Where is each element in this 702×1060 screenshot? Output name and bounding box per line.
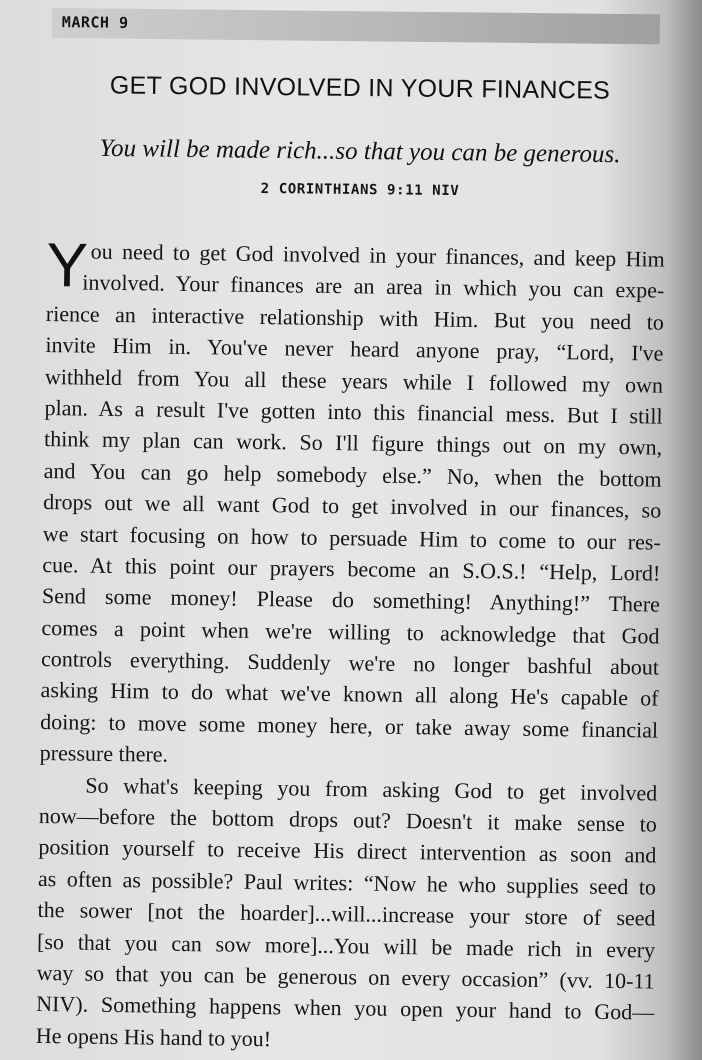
body-line: doing: to move some money here, or take away some financial [40,708,659,743]
body-line: He opens His hand to you! [35,1022,272,1051]
body-line: ou need to get God involved in your finances, and keep Him [90,238,665,272]
body-line: the sower [not the hoarder]...will...increase your store of seed [37,897,656,931]
body-line: comes a point when we're willing to acknowledge that God [41,614,660,649]
devotional-body [35,231,665,1060]
body-line: we start focusing on how to persuade Him to come to our res- [42,520,661,555]
body-line: invite Him in. You've never heard anyone pray, “Lord, I've [45,332,664,366]
body-line: as often as possible? Paul writes: “Now he who supplies seed to [37,865,657,900]
scripture-verse: You will be made rich...so that you can be generous. [99,134,621,169]
body-line: drops out we all want God to get involved in our finances, so [43,489,662,523]
body-line: withheld from You all these years while I followed my own [44,363,664,398]
body-line: involved. Your finances are an area in which you can expe- [82,269,665,304]
body-line: So what's keeping you from asking God to get involved [85,772,658,806]
body-line: think my plan can work. So I'll figure things out on my own, [43,426,663,460]
drop-cap-letter: Y [46,231,89,301]
body-line: NIV). Something happens when you open your hand to God— [36,991,655,1025]
body-line: pressure there. [39,740,169,767]
body-line: plan. As a result I've gotten into this financial mess. But I still [44,394,663,429]
body-line: controls everything. Suddenly we're no longer bashful about [40,646,660,680]
date-header-bar [52,8,660,44]
body-line: position yourself to receive His direct intervention as soon and [38,834,657,868]
body-line: [so that you can sow more]...You will be made rich in every [36,928,656,963]
date-label: MARCH 9 [61,13,129,32]
body-line: Send some money! Please do something! Anything!” There [41,583,661,617]
body-line: asking Him to do what we've known all along He's capable of [40,677,659,712]
body-line: now—before the bottom drops out? Doesn't it make sense to [38,802,658,837]
scripture-reference: 2 CORINTHIANS 9:11 NIV [260,180,460,200]
body-line: way so that you can be generous on every occasion” (vv. 10-11 [36,959,655,994]
body-line: cue. At this point our prayers become an S.O.S.! “Help, Lord! [42,551,661,586]
devotional-title: GET GOD INVOLVED IN YOUR FINANCES [109,71,611,105]
body-line: rience an interactive relationship with Him. But you need to [45,300,665,335]
body-line: and You can go help somebody else.” No, when the bottom [43,457,662,492]
